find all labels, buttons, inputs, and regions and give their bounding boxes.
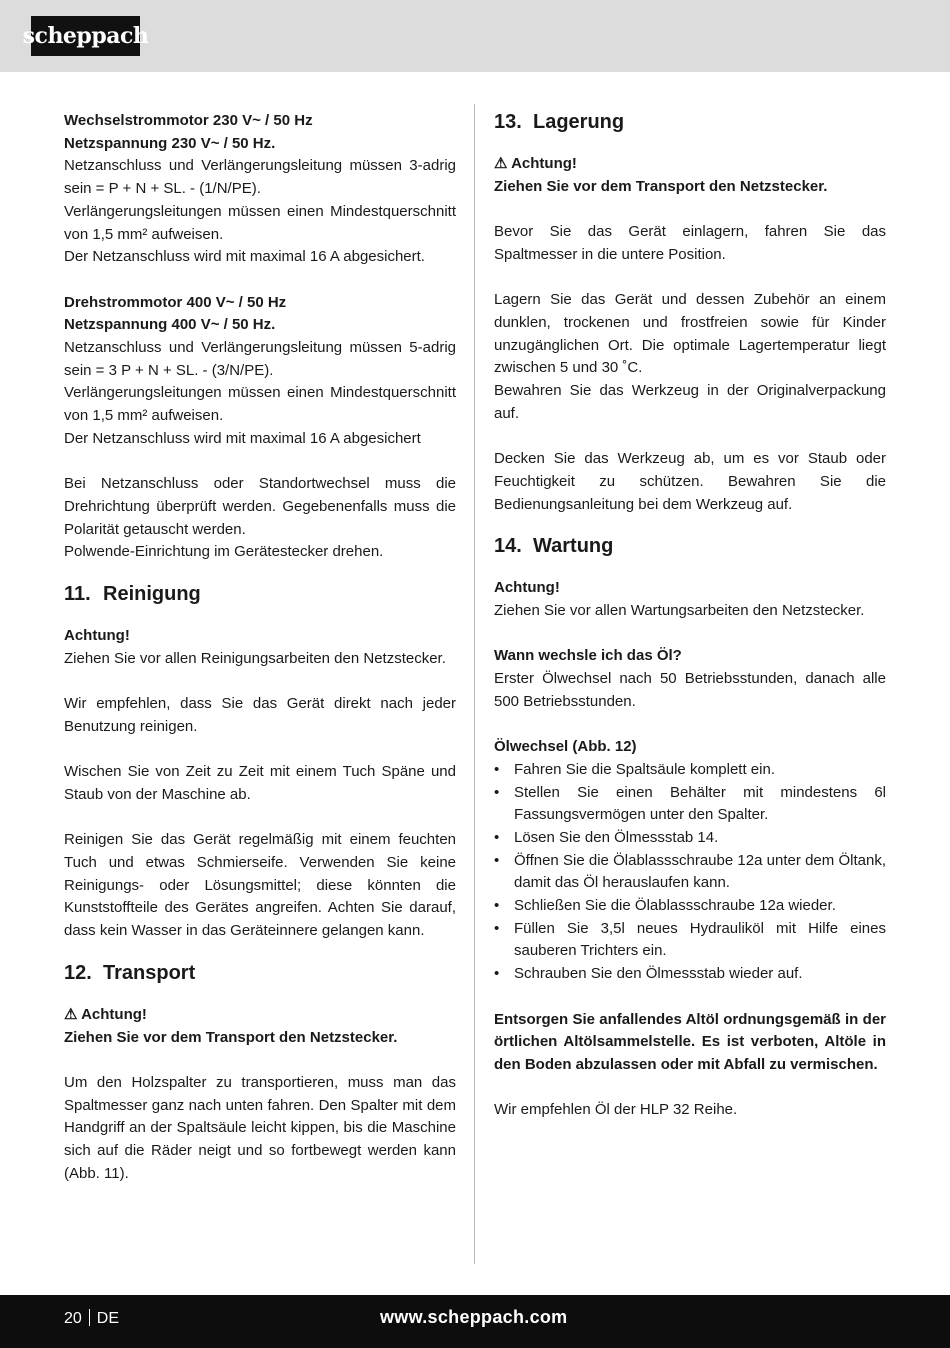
list-item: • Schrauben Sie den Ölmessstab wieder auf. [494, 963, 886, 986]
section-heading-cleaning: 11. Reinigung [64, 583, 201, 606]
motor230-text3: Der Netzanschluss wird mit maximal 16 A abgesichert. [64, 248, 425, 266]
storage-p2: Lagern Sie das Gerät und dessen Zubehör an einem dunklen, trockenen und frostfreien sowie für Kinder unzugänglichen Ort. Die optimale Lagertemperatur liegt zwischen 5 und 30 ˚C. [494, 291, 886, 377]
maintenance-warning-text: Ziehen Sie vor allen Wartungsarbeiten den Netzstecker. [494, 601, 865, 619]
website-link[interactable]: www.scheppach.com [380, 1307, 568, 1327]
transport-warning-text: Ziehen Sie vor dem Transport den Netzstecker. [64, 1028, 398, 1046]
motor400-text2: Verlängerungsleitungen müssen einen Mindestquerschnitt von 1,5 mm² aufweisen. [64, 384, 456, 425]
motor400-text1: Netzanschluss und Verlängerungsleitung müssen 5-adrig sein = 3 P + N + SL. - (3/N/PE). [64, 339, 456, 379]
page-indicator [64, 1309, 119, 1328]
section-heading-transport: 12. Transport [64, 961, 196, 984]
cleaning-warning: Achtung! [64, 627, 130, 645]
cleaning-p2: Wischen Sie von Zeit zu Zeit mit einem Tuch Späne und Staub von der Maschine ab. [64, 763, 456, 803]
oil-recommendation: Wir empfehlen Öl der HLP 32 Reihe. [494, 1101, 738, 1119]
motor230-text1: Netzanschluss und Verlängerungsleitung müssen 3-adrig sein = P + N + SL. - (1/N/PE). [64, 157, 456, 198]
section-heading-maintenance: 14. Wartung [494, 535, 614, 558]
cleaning-p1: Wir empfehlen, dass Sie das Gerät direkt nach jeder Benutzung reinigen. [64, 695, 456, 735]
motor230-text2: Verlängerungsleitungen müssen einen Mindestquerschnitt von 1,5 mm² aufweisen. [64, 202, 456, 243]
transport-warning: ⚠ Achtung! [64, 1005, 147, 1023]
motor400-title: Drehstrommotor 400 V~ / 50 Hz [64, 293, 287, 311]
brand-logo [22, 16, 149, 56]
list-item: • Öffnen Sie die Ölablassschraube 12a unter dem Öltank, damit das Öl herauslaufen kann. [494, 850, 886, 895]
oil-change-title: Ölwechsel (Abb. 12) [494, 738, 637, 756]
motor400-text3: Der Netzanschluss wird mit maximal 16 A abgesichert [64, 429, 421, 447]
section-heading-storage: 13. Lagerung [494, 111, 625, 133]
cleaning-p3: Reinigen Sie das Gerät regelmäßig mit einem feuchten Tuch und etwas Schmierseife. Verwenden Sie keine Reinigungs- oder Lösungsmittel; diese könnten die Kunststoffteile des Gerätes angreifen. Achten Sie darauf, dass kein Wasser in das Geräteinnere gelangen kann. [64, 831, 456, 940]
warning-triangle-icon: ⚠ [64, 1005, 78, 1023]
oil-disposal-notice: Entsorgen Sie anfallendes Altöl ordnungsgemäß in der örtlichen Altölsammelstelle. Es ist verboten, Altöle in den Boden abzulassen oder mit Abfall zu vermischen. [494, 1010, 886, 1073]
list-item: • Stellen Sie einen Behälter mit mindestens 6l Fassungsvermögen unter den Spalter. [494, 782, 886, 827]
cleaning-warning-text: Ziehen Sie vor allen Reinigungsarbeiten den Netzstecker. [64, 649, 446, 667]
language-code: DE [96, 1310, 120, 1327]
page-number: 20 [64, 1310, 82, 1327]
rotation-text2: Polwende-Einrichtung im Gerätestecker drehen. [64, 543, 384, 561]
column-divider [474, 104, 475, 1264]
list-item: • Fahren Sie die Spaltsäule komplett ein. [494, 759, 886, 782]
footer-bar [0, 1295, 950, 1348]
maintenance-warning: Achtung! [494, 579, 560, 597]
transport-p1: Um den Holzspalter zu transportieren, muss man das Spaltmesser ganz nach unten fahren. Den Spalter mit dem Handgriff an der Spaltsäule leicht kippen, bis die Maschine sich auf die Räder neigt und so fortbewegt werden kann (Abb. 11). [64, 1073, 456, 1182]
storage-p4: Decken Sie das Werkzeug ab, um es vor Staub oder Feuchtigkeit zu schützen. Bewahren Sie die Bedienungsanleitung bei dem Werkzeug auf. [494, 450, 886, 513]
storage-warning-text: Ziehen Sie vor dem Transport den Netzstecker. [494, 177, 828, 195]
list-item: • Schließen Sie die Ölablassschraube 12a wieder. [494, 895, 886, 918]
footer-separator [89, 1309, 90, 1326]
storage-p1: Bevor Sie das Gerät einlagern, fahren Sie das Spaltmesser in die untere Position. [494, 223, 886, 263]
brand-logo-text: scheppach [22, 23, 149, 49]
right-column [494, 110, 886, 1122]
storage-p3: Bewahren Sie das Werkzeug in der Originalverpackung auf. [494, 382, 886, 422]
oil-question: Wann wechsle ich das Öl? [494, 647, 682, 665]
rotation-text1: Bei Netzanschluss oder Standortwechsel muss die Drehrichtung überprüft werden. Gegebenenfalls muss die Polarität getauscht werden. [64, 475, 456, 538]
oil-answer: Erster Ölwechsel nach 50 Betriebsstunden, danach alle 500 Betriebsstunden. [494, 670, 886, 710]
motor230-title: Wechselstrommotor 230 V~ / 50 Hz [64, 112, 313, 129]
motor230-voltage: Netzspannung 230 V~ / 50 Hz. [64, 134, 276, 152]
oil-change-steps [494, 759, 886, 986]
left-column [64, 110, 456, 1185]
storage-warning: ⚠ Achtung! [494, 155, 577, 172]
list-item: • Füllen Sie 3,5l neues Hydrauliköl mit Hilfe eines sauberen Trichters ein. [494, 918, 886, 963]
header-bar [0, 0, 950, 72]
motor400-voltage: Netzspannung 400 V~ / 50 Hz. [64, 316, 276, 334]
list-item: • Lösen Sie den Ölmessstab 14. [494, 827, 886, 850]
warning-triangle-icon: ⚠ [494, 155, 508, 172]
